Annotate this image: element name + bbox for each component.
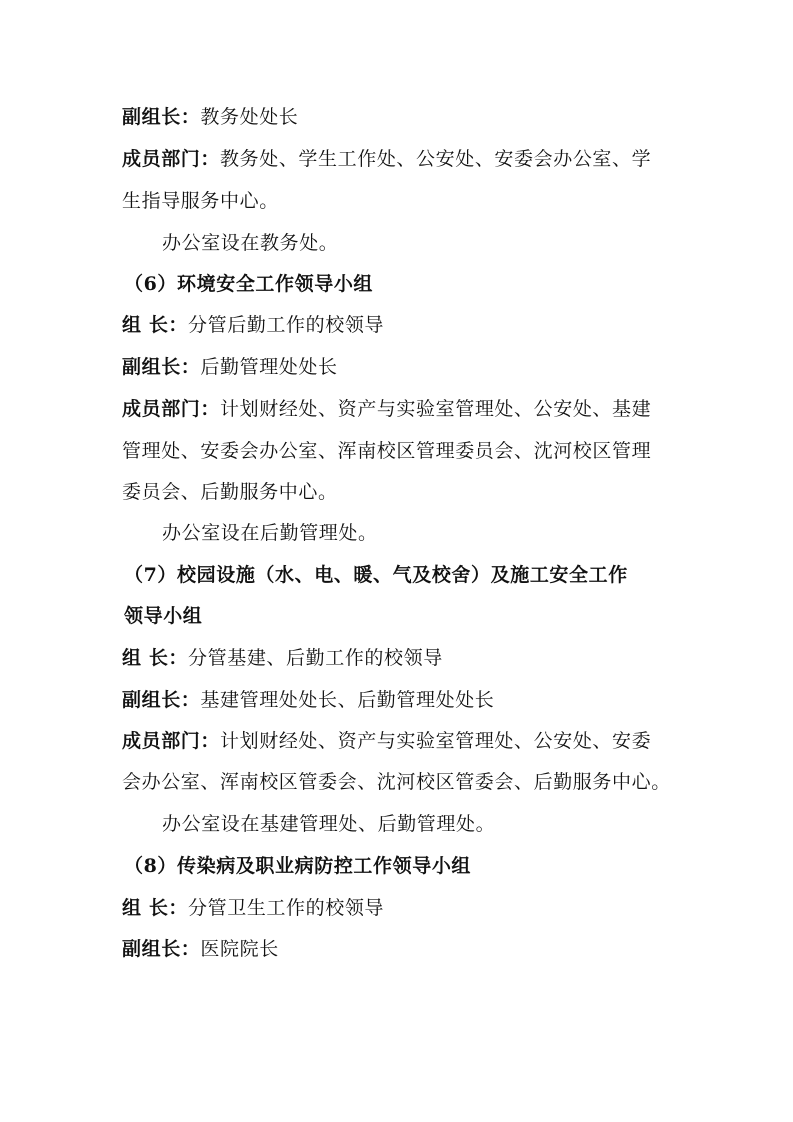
text-line xyxy=(162,231,681,255)
line-text: 医院院长 xyxy=(200,938,279,960)
text-line xyxy=(122,355,681,379)
text-line xyxy=(122,147,681,171)
text-line xyxy=(122,105,681,129)
text-line xyxy=(122,688,681,712)
line-text: 办公室设在基建管理处、后勤管理处。 xyxy=(162,813,496,835)
section-heading xyxy=(124,604,681,628)
text-line xyxy=(122,313,681,337)
heading-text: （8）传染病及职业病防控工作领导小组 xyxy=(124,855,472,877)
line-text: 分管基建、后勤工作的校领导 xyxy=(188,647,443,669)
line-label: 副组长： xyxy=(122,689,201,711)
text-line xyxy=(162,521,681,545)
line-text: 会办公室、浑南校区管委会、沈河校区管委会、后勤服务中心。 xyxy=(122,771,671,793)
line-label: 成员部门： xyxy=(122,148,221,170)
text-line xyxy=(122,770,681,794)
line-label: 组 长： xyxy=(122,647,189,669)
line-text: 后勤管理处处长 xyxy=(200,356,338,378)
line-text: 计划财经处、资产与实验室管理处、公安处、安委 xyxy=(220,730,652,752)
line-label: 副组长： xyxy=(122,356,201,378)
line-text: 计划财经处、资产与实验室管理处、公安处、基建 xyxy=(220,398,652,420)
line-text: 分管卫生工作的校领导 xyxy=(188,897,385,919)
line-text: 分管后勤工作的校领导 xyxy=(188,314,385,336)
line-text: 基建管理处处长、后勤管理处处长 xyxy=(200,689,495,711)
section-heading xyxy=(124,854,681,878)
line-label: 组 长： xyxy=(122,314,189,336)
text-line xyxy=(122,480,681,504)
text-line xyxy=(122,397,681,421)
text-line xyxy=(122,439,681,463)
line-label: 副组长： xyxy=(122,106,201,128)
text-line xyxy=(122,937,681,961)
heading-text: （6）环境安全工作领导小组 xyxy=(124,273,374,295)
line-label: 成员部门： xyxy=(122,730,221,752)
line-text: 生指导服务中心。 xyxy=(122,190,279,212)
heading-text: 领导小组 xyxy=(124,605,203,627)
line-text: 教务处处长 xyxy=(200,106,299,128)
line-text: 教务处、学生工作处、公安处、安委会办公室、学 xyxy=(220,148,652,170)
line-text: 委员会、后勤服务中心。 xyxy=(122,481,338,503)
section-heading xyxy=(124,272,681,296)
section-heading xyxy=(124,563,681,587)
text-line xyxy=(162,812,681,836)
text-line xyxy=(122,729,681,753)
line-label: 成员部门： xyxy=(122,398,221,420)
heading-text: （7）校园设施（水、电、暖、气及校舍）及施工安全工作 xyxy=(124,564,628,586)
text-line xyxy=(122,896,681,920)
text-line xyxy=(122,189,681,213)
line-text: 办公室设在后勤管理处。 xyxy=(162,522,378,544)
line-label: 组 长： xyxy=(122,897,189,919)
line-label: 副组长： xyxy=(122,938,201,960)
line-text: 管理处、安委会办公室、浑南校区管理委员会、沈河校区管理 xyxy=(122,440,652,462)
text-line xyxy=(122,646,681,670)
line-text: 办公室设在教务处。 xyxy=(162,232,339,254)
